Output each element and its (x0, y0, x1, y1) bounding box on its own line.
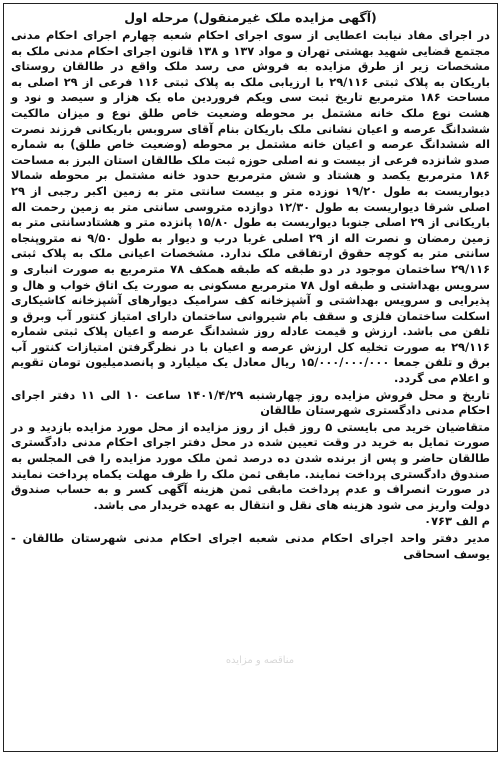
notice-signature: مدیر دفتر واحد اجرای احکام مدنی شعبه اجرای احکام مدنی شهرستان طالقان - یوسف اسحاقی (11, 531, 490, 561)
auction-notice (3, 3, 498, 752)
watermark: مناقصه و مزایده (225, 655, 295, 666)
notice-paragraph-property-details: در اجرای مفاد نیابت اعطایی از سوی اجرای احکام شعبه چهارم اجرای احکام مدنی مجتمع قضایی شهید بهشتی تهران و مواد ۱۳۷ و ۱۳۸ قانون اجرای احکام مدنی ملک به مشخصات زیر از طرق مزایده به فروش می رسد ملک واقع در طالقان روستای باریکان به پلاک ثبتی ۲۹/۱۱۶ با ارزیابی ملک به پلاک ثبتی ۱۱۶ فرعی از ۲۹ اصلی به مساحت ۱۸۶ مترمربع تاریخ ثبت سی ویکم فروردین ماه یک هزار و سیصد و نود و هشت نوع ملک خانه مشتمل بر محوطه وضعیت خاص طلق نوع و میزان مالکیت ششدانگ عرصه و اعیان نشانی ملک باریکان بنام آقای سروبس باریکانی فرزند نصرت اله ششدانگ عرصه و اعیان خانه مشتمل بر محوطه (وضعیت خاص طلق) به شماره صدو شانزده فرعی از بیست و نه اصلی حوزه ثبت ملک طالقان استان البرز به مساحت ۱۸۶ مترمربع یکصد و هشتاد و شش مترمربع حدود خانه مشتمل بر محوطه شمالا دیواریست به طول ۱۹/۲۰ نوزده متر و بیست سانتی متر به زمین اکبر رجبی از ۲۹ اصلی شرقا دیواریست به طول ۱۲/۳۰ دوازده متروسی سانتی متر به زمین رحمت اله باریکانی از ۲۹ اصلی جنوبا دیواریست به طول ۱۵/۸۰ پانزده متر و هشتادسانتی متر به زمین رمضان و نصرت اله از ۲۹ اصلی غربا درب و دیوار به طول ۹/۵۰ نه متروپنجاه سانتی متر به کوچه حقوق ارتفاقی ملک ندارد. مشخصات اعیانی ملک به پلاک ثبتی ۲۹/۱۱۶ ساختمان موجود در دو طبقه که طبقه همکف ۷۸ مترمربع به صورت انباری و سرویس بهداشتی و طبقه اول ۷۸ مترمربع مسکونی به صورت یک اتاق خواب و هال و پذیرایی و سرویس بهداشتی و آشپزخانه کف سرامیک دیوارهای آشپزخانه کاشیکاری اسکلت ساختمان فلزی و سقف بام شیروانی ساختمان دارای امتیاز کنتور آب وبرق و تلفن می باشد. ارزش و قیمت عادله روز ششدانگ عرصه و اعیان پلاک ثبتی شماره ۲۹/۱۱۶ به صورت تخلیه کل ارزش عرصه و اعیان با در نظرگرفتن امتیازات کنتور آب برق و تلفن جمعا ۱۵/۰۰۰/۰۰۰/۰۰۰ ریال معادل یک میلیارد و پانصدمیلیون تومان تقویم و اعلام می گردد. (11, 28, 491, 386)
notice-title: (آگهی مزایده ملک غیرمنقول) مرحله اول (124, 10, 377, 25)
notice-paragraph-bidding-terms: متقاضیان خرید می بایستی ۵ روز قبل از روز مزایده از محل مورد مزایده بازدید و در صورت تمایل به خرید در وقت تعیین شده در محل دفتر اجرای احکام مدنی دادگستری طالقان حاضر و پس از برنده شدن ده درصد ثمن ملک مورد مزایده را فی المجلس به صندوق دادگستری پرداخت نمایند. مابقی ثمن ملک را ظرف مهلت یکماه پرداخت نمایند در صورت انصراف و عدم پرداخت مابقی ثمن هزینه آگهی کسر و به حساب صندوق دولت واریز می شود هزینه های نقل و انتقال به عهده خریدار می باشد. (11, 419, 490, 512)
notice-paragraph-auction-date: تاریخ و محل فروش مزایده روز چهارشنبه ۱۴۰۱/۴/۲۹ ساعت ۱۰ الی ۱۱ دفتر اجرای احکام مدنی دادگستری شهرستان طالقان (11, 387, 491, 418)
notice-reference-number: م الف ۰۷۶۳ (424, 514, 490, 529)
